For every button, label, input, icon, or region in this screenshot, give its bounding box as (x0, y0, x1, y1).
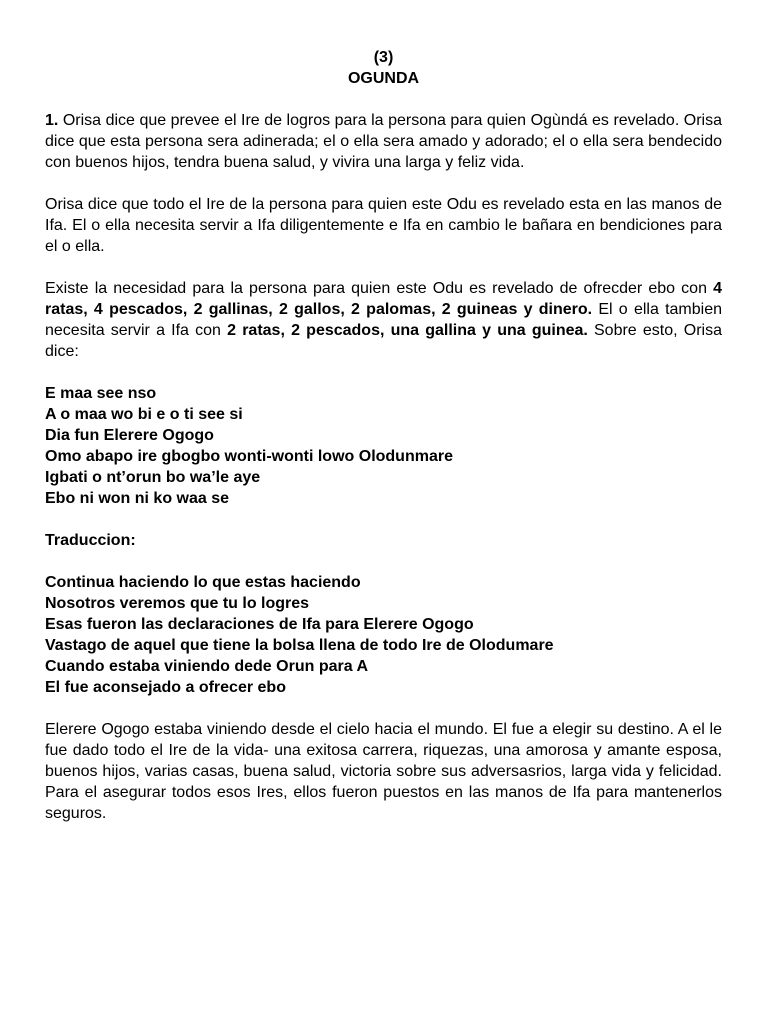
translation-line: Vastago de aquel que tiene la bolsa llena de todo Ire de Olodumare (45, 637, 554, 654)
translation-line: Continua haciendo lo que estas haciendo (45, 574, 361, 591)
spacer (45, 362, 722, 383)
document-page (45, 47, 722, 824)
document-header (45, 47, 722, 89)
verse-line: A o maa wo bi e o ti see si (45, 406, 243, 423)
paragraph-4: Elerere Ogogo estaba viniendo desde el cielo hacia el mundo. El fue a elegir su destino. A el le fue dado todo el Ire de la vida- una exitosa carrera, riquezas, una amorosa y amante esposa, buenos hijos, varias casas, buena salud, victoria sobre sus adversasrios, larga vida y felicidad. Para el asegurar todos esos Ires, ellos fueron puestos en las manos de Ifa para mantenerlos seguros. (45, 721, 722, 822)
paragraph-3-part-2: El o ella tambien necesita servir a Ifa con (45, 301, 723, 339)
translation-line: El fue aconsejado a ofrecer ebo (45, 679, 286, 696)
paragraph-3 (45, 278, 722, 362)
translation-heading: Traduccion: (45, 532, 136, 549)
odu-title: OGUNDA (347, 70, 420, 87)
paragraph-3-part-1: Existe la necesidad para la persona para quien este Odu es revelado de ofrecder ebo con (45, 280, 714, 297)
verse-line: Omo abapo ire gbogbo wonti-wonti lowo Olodunmare (45, 448, 453, 465)
spacer (45, 509, 722, 530)
paragraph-1 (45, 110, 722, 173)
paragraph-marker: 1. (45, 112, 59, 129)
verse-line: Dia fun Elerere Ogogo (45, 427, 214, 444)
spacer (45, 89, 722, 110)
verse-line: Igbati o nt’orun bo wa’le aye (45, 469, 261, 486)
spacer (45, 698, 722, 719)
spacer (45, 257, 722, 278)
translation-line: Cuando estaba viniendo dede Orun para A (45, 658, 369, 675)
spacer (45, 173, 722, 194)
offering-list-2: 2 ratas, 2 pescados, una gallina y una guinea. (227, 322, 588, 339)
paragraph-1-text: Orisa dice que prevee el Ire de logros para la persona para quien Ogùndá es revelado. Orisa dice que esta persona sera adinerada; el o ella sera amado y adorado; el o ella sera bendecido con buenos hijos, tendra buena salud, y vivira una larga y feliz vida. (45, 112, 722, 171)
verse-line: E maa see nso (45, 385, 157, 402)
verse-line: Ebo ni won ni ko waa se (45, 490, 230, 507)
paragraph-2: Orisa dice que todo el Ire de la persona para quien este Odu es revelado esta en las manos de Ifa. El o ella necesita servir a Ifa diligentemente e Ifa en cambio le bañara en bendiciones para el o ella. (45, 196, 722, 255)
yoruba-verse (45, 383, 722, 509)
translation-line: Nosotros veremos que tu lo logres (45, 595, 310, 612)
offering-list-1: 4 ratas, 4 pescados, 2 gallinas, 2 gallos, 2 palomas, 2 guineas y dinero. (45, 280, 722, 318)
spacer (45, 551, 722, 572)
odu-number: (3) (373, 49, 394, 66)
paragraph-3-part-3: Sobre esto, Orisa dice: (45, 322, 722, 360)
translation-line: Esas fueron las declaraciones de Ifa para Elerere Ogogo (45, 616, 474, 633)
translation-verse (45, 572, 722, 698)
